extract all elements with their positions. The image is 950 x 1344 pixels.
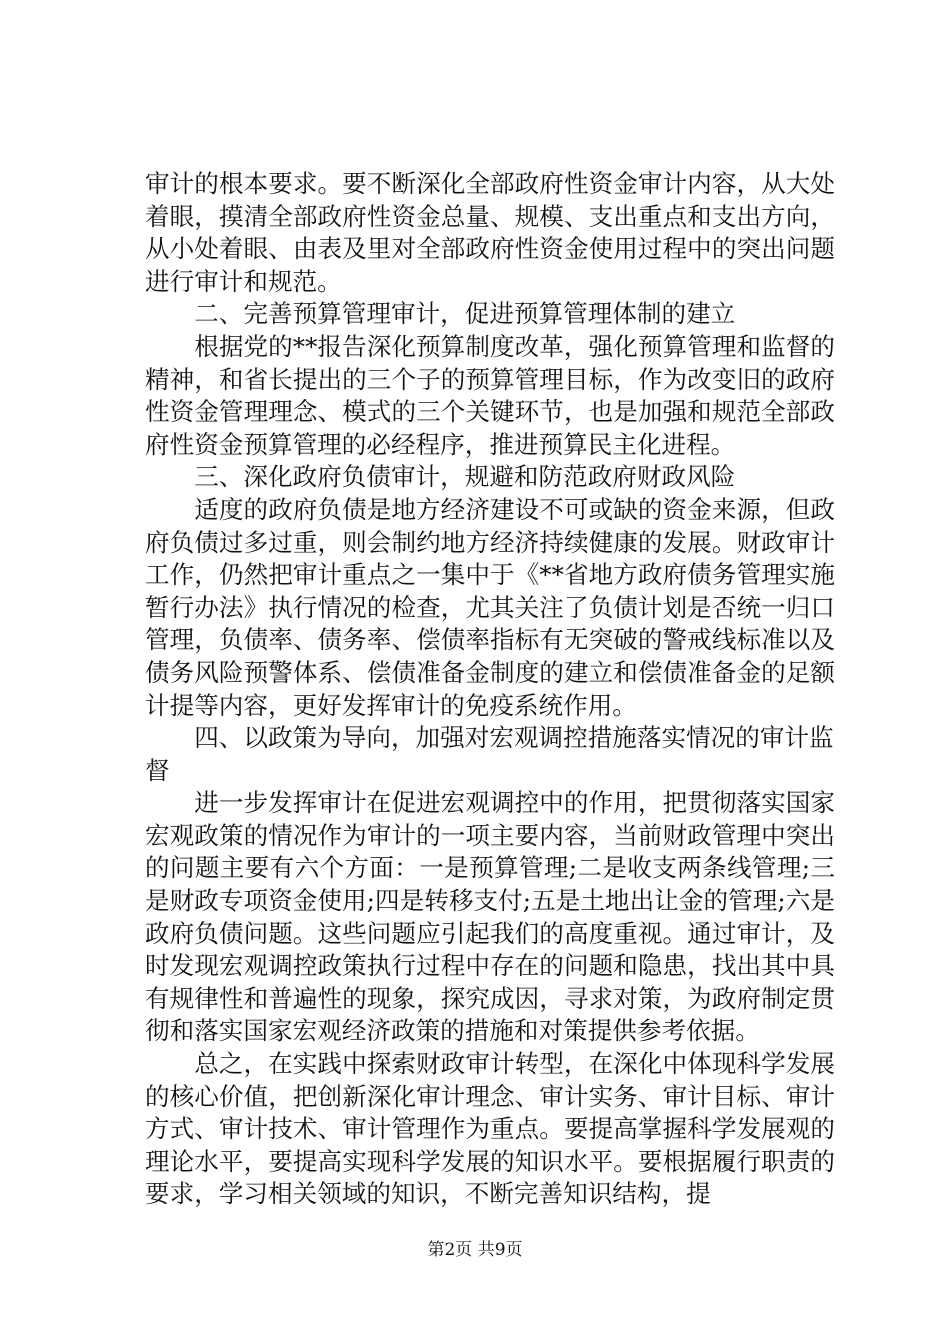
body-paragraph: 总之，在实践中探索财政审计转型，在深化中体现科学发展的核心价值，把创新深化审计理念、审计实务、审计目标、审计方式、审计技术、审计管理作为重点。要提高掌握科学发展观的理论水平，要提高实现科学发展的知识水平。要根据履行职责的要求，学习相关领域的知识，不断完善知识结构，提 <box>145 1049 835 1209</box>
section-heading: 四、以政策为导向，加强对宏观调控措施落实情况的审计监督 <box>145 723 834 785</box>
section-heading: 二、完善预算管理审计，促进预算管理体制的建立 <box>194 299 736 329</box>
document-body <box>145 168 835 1211</box>
body-paragraph: 根据党的**报告深化预算制度改革，强化预算管理和监督的精神，和省长提出的三个子的预算管理目标，作为改变旧的政府性资金管理理念、模式的三个关键环节，也是加强和规范全部政府性资金预算管理的必经程序，推进预算民主化进程。 <box>145 331 835 459</box>
body-paragraph: 进一步发挥审计在促进宏观调控中的作用，把贯彻落实国家宏观政策的情况作为审计的一项主要内容，当前财政管理中突出的问题主要有六个方面：一是预算管理;二是收支两条线管理;三是财政专项资金使用;四是转移支付;五是土地出让金的管理;六是政府负债问题。这些问题应引起我们的高度重视。通过审计，及时发现宏观调控政策执行过程中存在的问题和隐患，找出其中具有规律性和普遍性的现象，探究成因，寻求对策，为政府制定贯彻和落实国家宏观经济政策的措施和对策提供参考依据。 <box>145 788 835 1046</box>
section-heading: 三、深化政府负债审计，规避和防范政府财政风险 <box>194 462 736 492</box>
body-paragraph: 适度的政府负债是地方经济建设不可或缺的资金来源，但政府负债过多过重，则会制约地方经济持续健康的发展。财政审计工作，仍然把审计重点之一集中于《**省地方政府债务管理实施暂行办法》执行情况的检查，尤其关注了负债计划是否统一归口管理，负债率、债务率、偿债率指标有无突破的警戒线标准以及债务风险预警体系、偿债准备金制度的建立和偿债准备金的足额计提等内容，更好发挥审计的免疫系统作用。 <box>145 494 835 720</box>
body-paragraph: 审计的根本要求。要不断深化全部政府性资金审计内容，从大处着眼，摸清全部政府性资金总量、规模、支出重点和支出方向，从小处着眼、由表及里对全部政府性资金使用过程中的突出问题进行审计和规范。 <box>145 169 835 296</box>
page-footer: 第2页 共9页 <box>427 1240 523 1260</box>
